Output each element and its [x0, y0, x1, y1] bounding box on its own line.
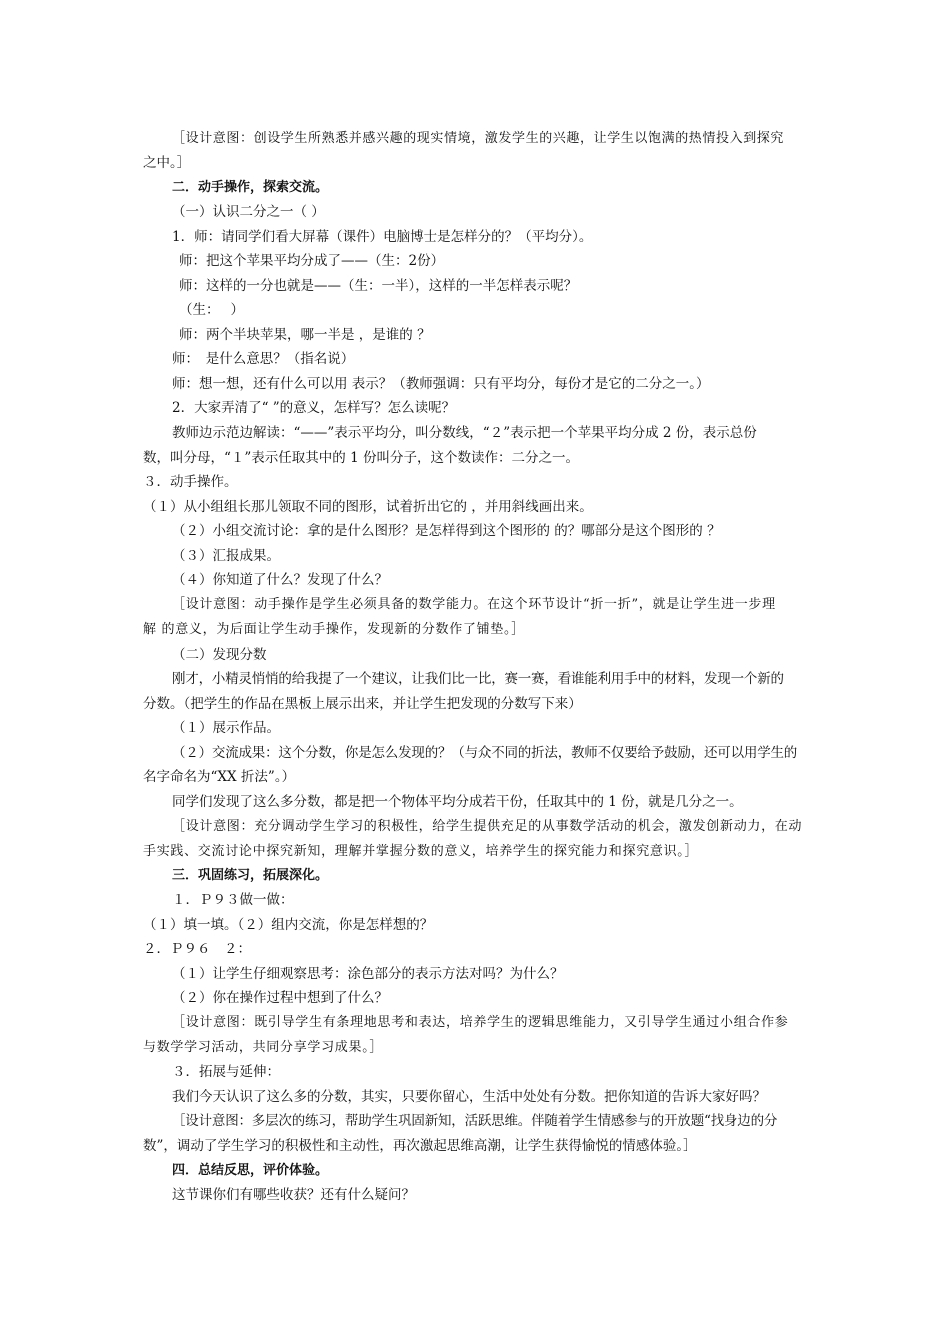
paragraph-line: ２．Ｐ９６ ２：: [143, 941, 251, 957]
design-intent-4-line-1: ［设计意图：既引导学生有条理地思考和表达，培养学生的逻辑思维能力，又引导学生通过小组合作参: [172, 1015, 789, 1030]
paragraph-line: 教师边示范边解读：“——”表示平均分，叫分数线，“２”表示把一个苹果平均分成 2 份，表示总份: [172, 425, 757, 441]
subsection-heading-1: （一）认识二分之一（ ）: [172, 204, 325, 220]
paragraph-line: 数，叫分母，“１”表示任取其中的 1 份叫分子，这个数读作：二分之一。: [143, 450, 579, 466]
paragraph-line: 这节课你们有哪些收获？还有什么疑问？: [172, 1187, 415, 1203]
design-intent-1-line-2: 之中。］: [143, 155, 191, 171]
design-intent-5-line-2: 数”，调动了学生学习的积极性和主动性，再次激起思维高潮，让学生获得愉悦的情感体验。］: [143, 1138, 697, 1154]
paragraph-line: 2．大家弄清了“ ”的意义，怎样写？怎么读呢？: [172, 400, 456, 416]
paragraph-line: 名字命名为“XX 折法”。）: [143, 769, 296, 785]
paragraph-line: ３．动手操作。: [143, 474, 238, 490]
paragraph-line: 分数。（把学生的作品在黑板上展示出来，并让学生把发现的分数写下来）: [143, 696, 582, 712]
design-intent-3-line-2: 手实践、交流讨论中探究新知，理解并掌握分数的意义，培养学生的探究能力和探究意识。］: [143, 844, 699, 859]
paragraph-line: （３）汇报成果。: [172, 548, 280, 564]
paragraph-line: 师： 是什么意思？（指名说）: [172, 351, 355, 367]
paragraph-line: （２）你在操作过程中想到了什么？: [172, 990, 388, 1006]
subsection-heading-2: （二）发现分数: [172, 647, 267, 663]
paragraph-line: 师：两个半块苹果，哪一半是 ，是谁的 ？: [179, 327, 431, 343]
section-heading-4: 四．总结反思，评价体验。: [172, 1163, 329, 1178]
paragraph-line: 师：这样的一分也就是——（生：一半），这样的一半怎样表示呢？: [179, 278, 578, 294]
paragraph-line: 我们今天认识了这么多的分数，其实，只要你留心，生活中处处有分数。把你知道的告诉大家好吗？: [172, 1089, 766, 1105]
section-heading-2: 二．动手操作，探索交流。: [172, 180, 329, 195]
design-intent-2-line-2: 解 的意义，为后面让学生动手操作，发现新的分数作了铺垫。］: [143, 622, 525, 637]
design-intent-2-line-1: ［设计意图：动手操作是学生必须具备的数学能力。在这个环节设计“折一折”，就是让学生进一步理: [172, 597, 776, 612]
paragraph-line: 师：把这个苹果平均分成了——（生：2份）: [179, 253, 445, 269]
paragraph-line: （１）填一填。（２）组内交流，你是怎样想的？: [143, 917, 434, 933]
paragraph-line: （２）小组交流讨论：拿的是什么图形？是怎样得到这个图形的 的？哪部分是这个图形的 ？: [172, 523, 721, 539]
paragraph-line: （１）从小组组长那儿领取不同的图形，试着折出它的 ，并用斜线画出来。: [143, 499, 593, 515]
design-intent-5-line-1: ［设计意图：多层次的练习，帮助学生巩固新知，活跃思维。伴随着学生情感参与的开放题“找身边的分: [172, 1113, 778, 1129]
design-intent-1-line-1: ［设计意图：创设学生所熟悉并感兴趣的现实情境，激发学生的兴趣，让学生以饱满的热情投入到探究: [172, 131, 785, 146]
paragraph-line: １．Ｐ９３做一做：: [172, 892, 294, 908]
paragraph-line: 刚才，小精灵悄悄的给我提了一个建议，让我们比一比，赛一赛，看谁能利用手中的材料，发现一个新的: [172, 671, 784, 687]
paragraph-line: （生： ）: [179, 302, 245, 318]
design-intent-4-line-2: 与数学学习活动，共同分享学习成果。］: [143, 1040, 384, 1055]
paragraph-line: 同学们发现了这么多分数，都是把一个物体平均分成若干份，任取其中的 1 份，就是几分之一。: [172, 794, 743, 810]
paragraph-line: （１）展示作品。: [172, 720, 280, 736]
paragraph-line: 师：想一想，还有什么可以用 表示？（教师强调：只有平均分，每份才是它的二分之一。）: [172, 376, 710, 392]
paragraph-line: （２）交流成果：这个分数，你是怎么发现的？（与众不同的折法，教师不仅要给予鼓励，还可以用学生的: [172, 745, 798, 761]
paragraph-line: （１）让学生仔细观察思考：涂色部分的表示方法对吗？为什么？: [172, 966, 564, 982]
design-intent-3-line-1: ［设计意图：充分调动学生学习的积极性，给学生提供充足的从事数学活动的机会，激发创新动力，在动: [172, 819, 803, 834]
paragraph-line: ３．拓展与延伸：: [172, 1064, 280, 1080]
paragraph-line: 1．师：请同学们看大屏幕（课件）电脑博士是怎样分的？（平均分）。: [172, 229, 593, 245]
section-heading-3: 三．巩固练习，拓展深化。: [172, 868, 329, 883]
paragraph-line: （４）你知道了什么？发现了什么？: [172, 572, 388, 588]
